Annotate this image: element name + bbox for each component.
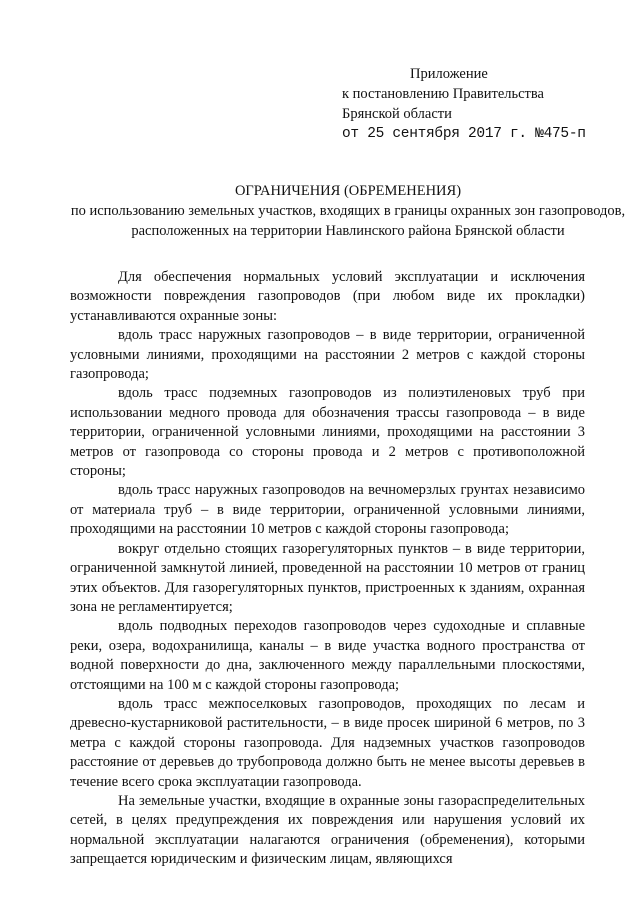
paragraph: На земельные участки, входящие в охранные зоны газораспределительных сетей, в целях предупреждения их повреждения или нарушения условий их нормальной эксплуатации налагаются ограничения (обременения), которыми запрещается юридическим и физическим лицам, являющихся (70, 792, 585, 868)
document-body (70, 268, 585, 870)
paragraph: вдоль трасс межпоселковых газопроводов, проходящих по лесам и древесно-кустарниковой растительности, – в виде просек шириной 6 метров, по 3 метра с каждой стороны газопровода. Для надземных участков газопроводов расстояние от деревьев до трубопровода должно быть не менее высоты деревьев в течение всего срока эксплуатации газопровода. (70, 695, 585, 790)
document-heading (70, 181, 626, 241)
appendix-region: Брянской области (342, 106, 452, 122)
appendix-date-number: от 25 сентября 2017 г. №475-п (342, 126, 586, 142)
paragraph: вокруг отдельно стоящих газорегуляторных пунктов – в виде территории, ограниченной замкнутой линией, проведенной на расстоянии 10 метров от границ этих объектов. Для газорегуляторных пунктов, пристроенных к зданиям, охранная зона не регламентируется; (70, 540, 585, 615)
appendix-resolution: к постановлению Правительства (342, 86, 544, 102)
appendix-title: Приложение (410, 66, 488, 82)
paragraph: вдоль трасс подземных газопроводов из полиэтиленовых труб при использовании медного провода для обозначения трассы газопровода – в виде территории, ограниченной условными линиями, проходящими на расстоянии 3 метров от газопровода со стороны провода и 2 метров с противоположной стороны; (70, 385, 585, 480)
paragraph: Для обеспечения нормальных условий эксплуатации и исключения возможности повреждения газопроводов (при любом виде их прокладки) устанавливаются охранные зоны: (70, 269, 585, 324)
paragraph: вдоль подводных переходов газопроводов через судоходные и сплавные реки, озера, водохранилища, каналы – в виде участка водного пространства от водной поверхности до дна, заключенного между параллельными плоскостями, отстоящими на 100 м с каждой стороны газопровода; (70, 618, 585, 693)
appendix-block (342, 64, 586, 144)
document-title: ОГРАНИЧЕНИЯ (ОБРЕМЕНЕНИЯ) (234, 183, 462, 199)
paragraph: вдоль трасс наружных газопроводов на вечномерзлых грунтах независимо от материала труб – в виде территории, ограниченной условными линиями, проходящими на расстоянии 10 метров с каждой стороны газопровода; (70, 482, 585, 538)
paragraph: вдоль трасс наружных газопроводов – в виде территории, ограниченной условными линиями, проходящими на расстоянии 2 метров с каждой стороны газопровода; (70, 327, 585, 383)
document-subtitle: по использованию земельных участков, входящих в границы охранных зон газопроводов, расположенных на территории Навлинского района Брянской области (70, 203, 626, 239)
